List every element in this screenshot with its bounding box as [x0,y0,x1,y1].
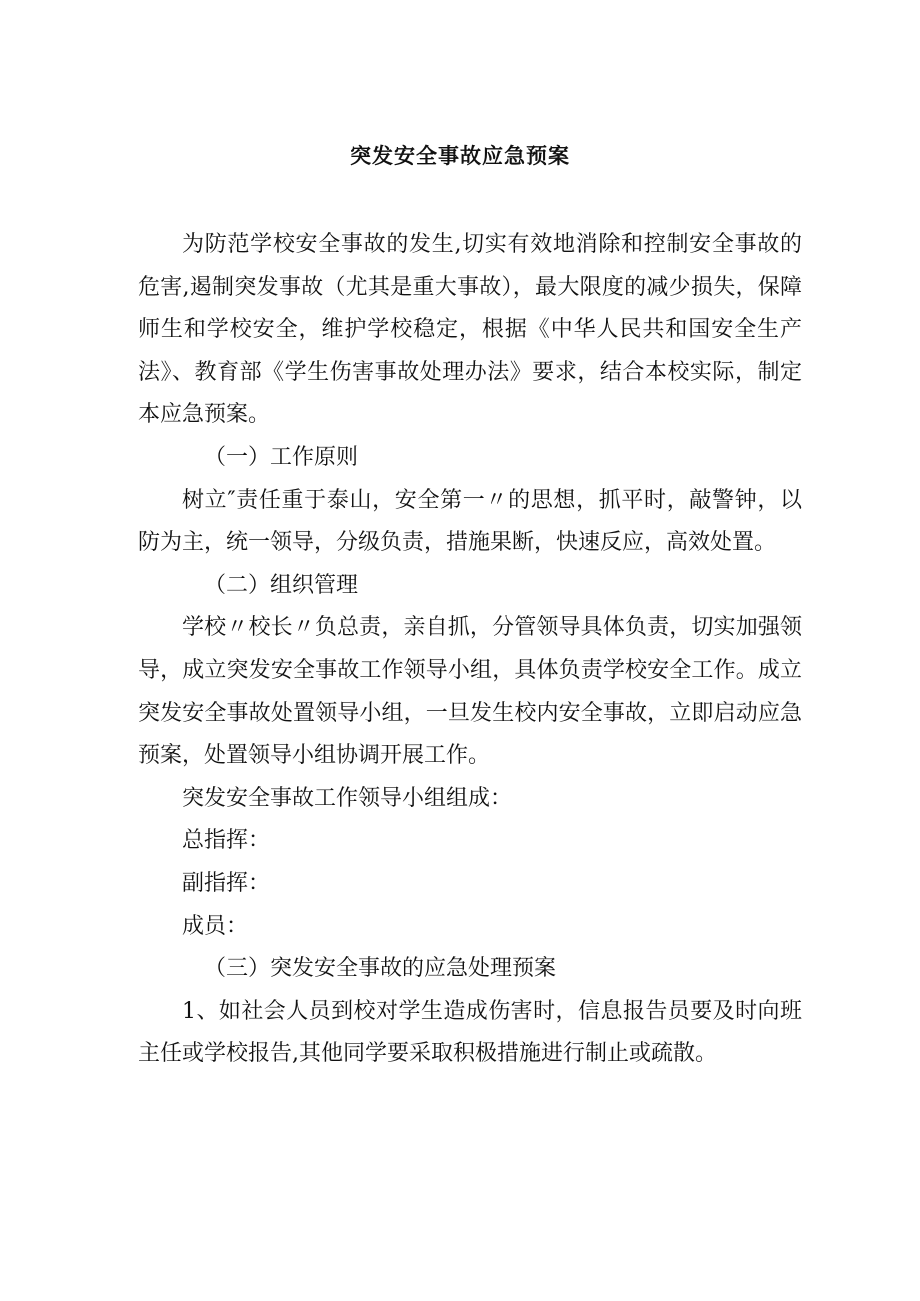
section-heading-principles: （一）工作原则 [204,444,359,470]
organization-paragraph: 学校〃校长〃负总责，亲自抓，分管领导具体负责，切实加强领导，成立突发安全事故工作领导小组，具体负责学校安全工作。成立突发安全事故处置领导小组，一旦发生校内安全事故，立即启动应急预案，处置领导小组协调开展工作。 [138,615,802,769]
section-heading-organization: （二）组织管理 [204,572,359,598]
section-heading-emergency-plan: （三）突发安全事故的应急处理预案 [204,956,557,982]
team-composition-label: 突发安全事故工作领导小组组成： [182,785,513,811]
intro-paragraph: 为防范学校安全事故的发生,切实有效地消除和控制安全事故的危害,遏制突发事故（尤其是重大事故），最大限度的减少损失，保障师生和学校安全，维护学校稳定，根据《中华人民共和国安全生产法》、教育部《学生伤害事故处理办法》要求，结合本校实际，制定本应急预案。 [138,232,802,428]
members-label: 成员： [182,913,249,939]
emergency-item-1: 1、如社会人员到校对学生造成伤害时，信息报告员要及时向班主任或学校报告,其他同学要采取积极措施进行制止或疏散。 [138,998,802,1067]
commander-label: 总指挥： [182,828,271,854]
principles-paragraph: 树立″责任重于泰山，安全第一〃的思想，抓平时，敲警钟，以防为主，统一领导，分级负责，措施果断，快速反应，高效处置。 [138,487,802,556]
document-title: 突发安全事故应急预案 [350,143,570,168]
deputy-commander-label: 副指挥： [182,870,271,896]
document-body [138,224,802,1076]
